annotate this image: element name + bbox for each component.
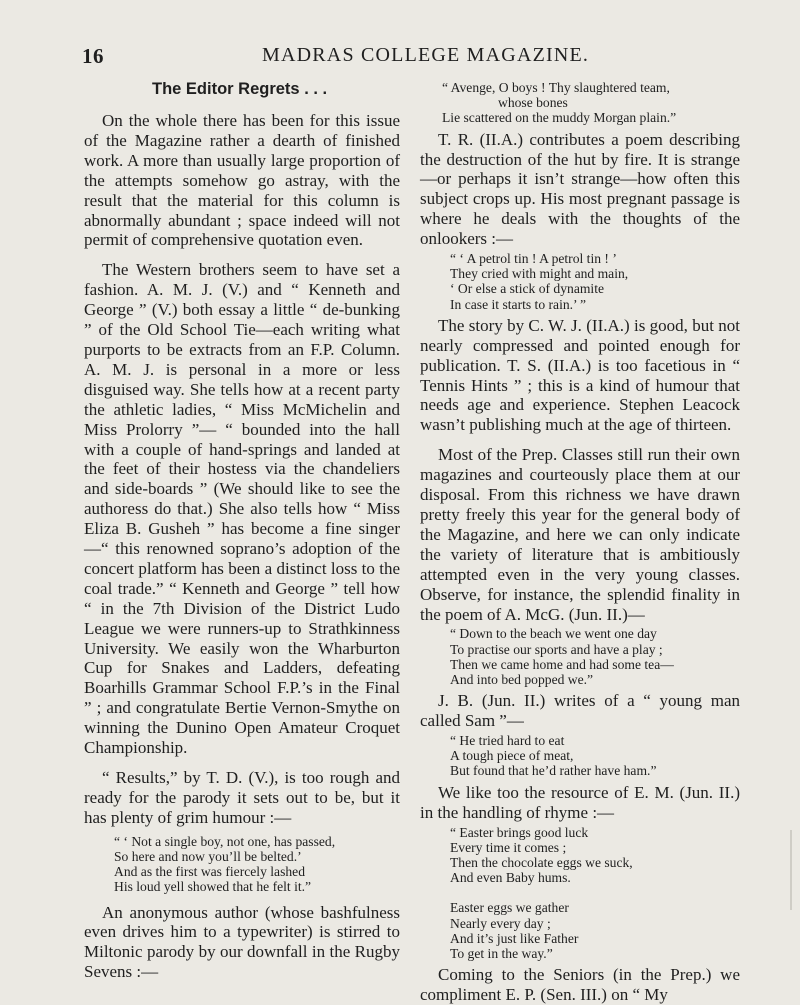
page-header [0,44,800,70]
verse-line: Every time it comes ; [450,839,567,855]
verse-line: A tough piece of meat, [450,748,574,764]
verse-line: Then the chocolate eggs we suck, [450,854,633,870]
section-title: The Editor Regrets . . . [152,80,328,98]
verse-quote [450,825,740,962]
verse-line: “ He tried hard to eat [450,733,565,749]
paragraph: The story by C. W. J. (II.A.) is good, but not nearly compressed and pointed enough for publication. T. S. (II.A.) is too facetious in “ Tennis Hints ” ; this is a kind of humour that needs age and experience. Stephen Leacock wasn’t publishing much at the age of thirteen. [420,315,740,435]
verse-line: To practise our sports and have a play ; [450,641,663,657]
verse-line: Nearly every day ; [450,915,551,931]
verse-line: And it’s just like Father [450,930,579,946]
verse-line: And into bed popped we.” [450,672,594,688]
verse-line: They cried with might and main, [450,266,629,282]
verse-line: And as the first was fiercely lashed [114,864,306,880]
verse-line: “ Easter brings good luck [450,824,589,840]
scan-edge-mark [790,830,792,910]
verse-quote [114,834,400,895]
running-title: MADRAS COLLEGE MAGAZINE. [262,44,590,66]
paragraph: J. B. (Jun. II.) writes of a “ young man called Sam ”— [420,691,740,731]
verse-line: “ Down to the beach we went one day [450,626,657,642]
paragraph: T. R. (II.A.) contributes a poem describing the destruction of the hut by fire. It is strange—or perhaps it isn’t strange—how often this subject crops up. His most pregnant passage is where he deals with the thoughts of the onlookers :— [420,129,740,249]
paragraph: On the whole there has been for this issue of the Magazine rather a dearth of finished work. A more than usually large proportion of the attempts somehow go astray, with the result that the material for this column is abnormally abundant ; space indeed will not permit of comprehensive quotation even. [84,111,400,250]
verse-line: “ ‘ A petrol tin ! A petrol tin ! ’ [450,251,617,267]
paragraph: An anonymous author (whose bashfulness even drives him to a typewriter) is stirred to Miltonic parody by our downfall in the Rugby Sevens :— [84,902,400,982]
verse-line: So here and now you’ll be belted.’ [114,848,302,864]
verse-line: And even Baby hums. [450,870,571,886]
verse-quote [450,733,740,779]
verse-line: His loud yell showed that he felt it.” [114,879,312,895]
paragraph: The Western brothers seem to have set a fashion. A. M. J. (V.) and “ Kenneth and George ” (V.) both essay a little “ de-bunking ” of the Old School Tie—each writing what purports to be extracts from an F.P. Column. A. M. J. is personal in a more or less disguised way. She tells how at a recent party the athletic ladies, “ Miss McMichelin and Miss Prolorry ”— “ bounded into the hall with a couple of hand-springs and landed at the feet of their hostess via the chandeliers and side-boards ” (We should like to see the authoress do that.) She also tells how “ Miss Eliza B. Gusheh ” has become a fine singer—“ this renowned soprano’s adoption of the concert platform has been a distinct loss to the coal trade.” “ Kenneth and George ” tell how “ in the 7th Division of the District Ludo League we were runners-up to Strathkinness University. We easily won the Wharburton Cup for Snakes and Ladders, defeating Boarhills Grammar School F.P.’s in the Final ” ; and congratulate Bertie Vernon-Smythe on winning the Dunino Open Amateur Croquet Championship. [84,260,400,758]
verse-line: ‘ Or else a stick of dynamite [450,281,605,297]
right-column [420,80,740,1005]
verse-quote [442,80,740,126]
verse-line: To get in the way.” [450,945,553,961]
left-column [84,80,400,982]
paragraph: We like too the resource of E. M. (Jun. II.) in the handling of rhyme :— [420,782,740,822]
paragraph: “ Results,” by T. D. (V.), is too rough and ready for the parody it sets out to be, but it has plenty of grim humour :— [84,768,400,827]
paragraph: Most of the Prep. Classes still run their own magazines and courteously place them at our disposal. From this richness we have drawn pretty freely this year for the general body of the Magazine, and here we can only indicate the variety of literature that is ambitiously attempted even in the very young classes. Observe, for instance, the splendid finality in the poem of A. McG. (Jun. II.)— [420,445,740,624]
verse-line: “ Avenge, O boys ! Thy slaughtered team, [442,80,670,95]
verse-line: Easter eggs we gather [450,900,569,916]
page-number: 16 [82,44,104,68]
verse-line: Lie scattered on the muddy Morgan plain.” [442,110,677,126]
verse-line: In case it starts to rain.’ ” [450,296,587,312]
verse-quote [450,251,740,312]
verse-line: whose bones [498,95,568,111]
paragraph: Coming to the Seniors (in the Prep.) we compliment E. P. (Sen. III.) on “ My [420,965,740,1005]
verse-quote [450,626,740,687]
verse-line: Then we came home and had some tea— [450,656,674,672]
verse-line: “ ‘ Not a single boy, not one, has passed, [114,833,336,849]
verse-line: But found that he’d rather have ham.” [450,763,657,779]
